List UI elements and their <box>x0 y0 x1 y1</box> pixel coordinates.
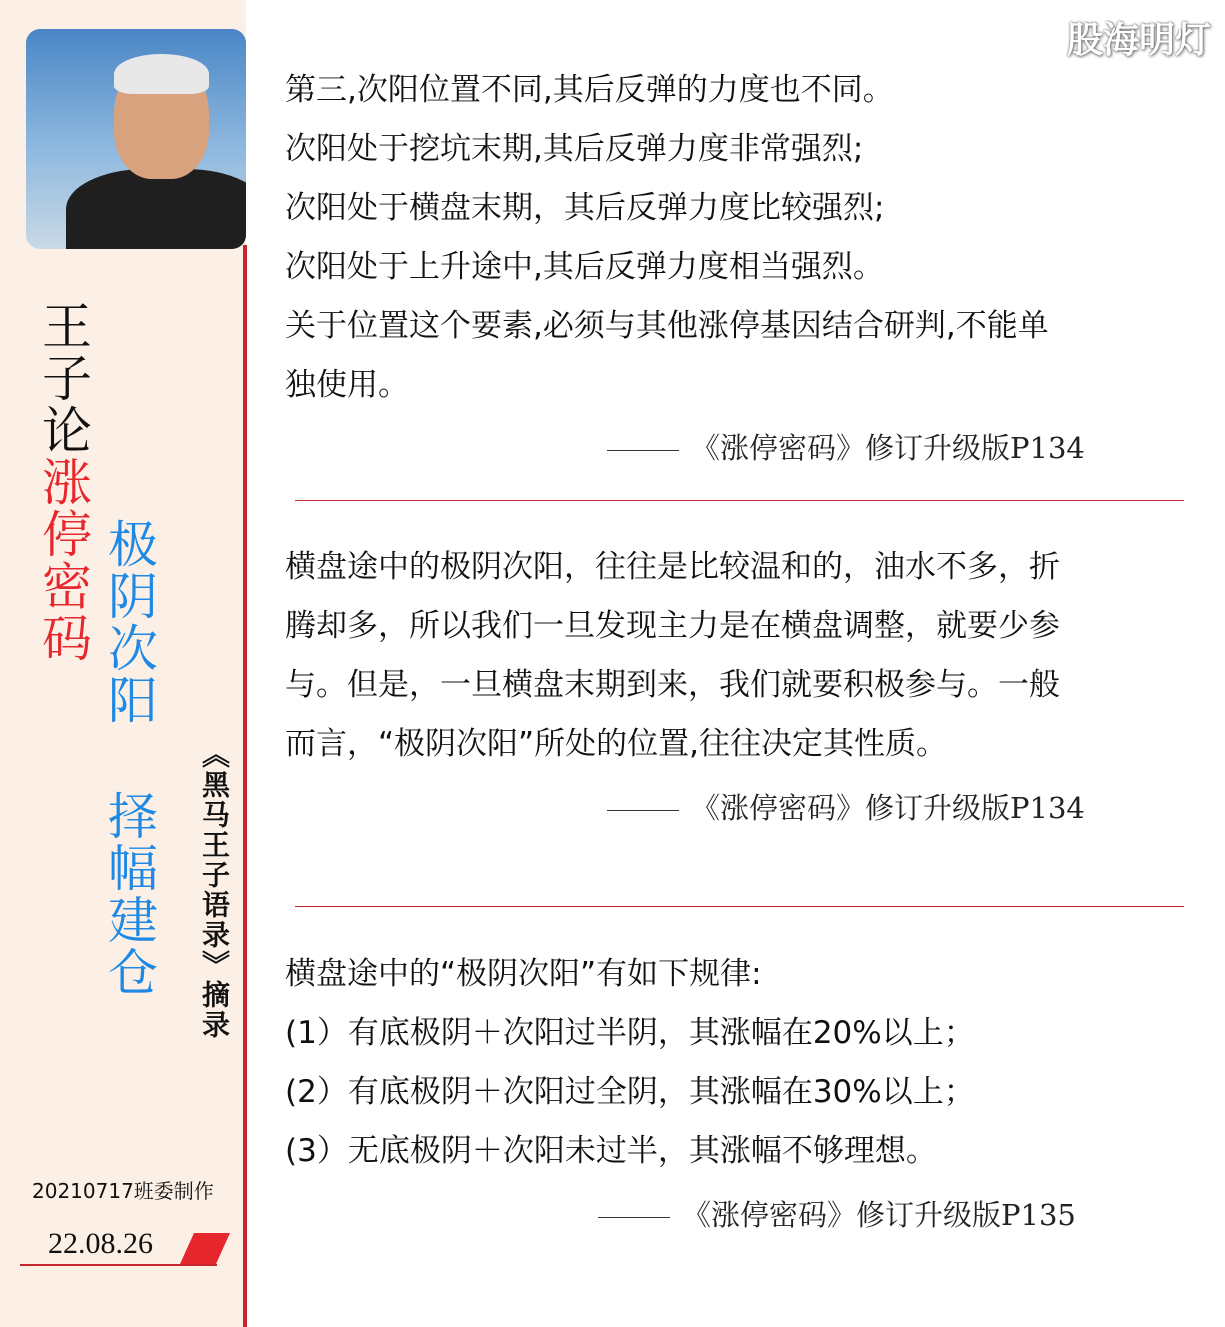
text-line: 而言，“极阴次阳”所处的位置,往往决定其性质。 <box>285 726 947 762</box>
title-black: 王子论 <box>34 300 92 456</box>
date-label: 22.08.26 <box>48 1227 153 1260</box>
text-line: (3）无底极阴＋次阳未过半，其涨幅不够理想。 <box>285 1133 937 1169</box>
section-2 <box>285 538 1185 774</box>
section-1 <box>285 61 1185 415</box>
citation-1 <box>607 426 1085 467</box>
citation-text: 《涨停密码》修订升级版P134 <box>691 431 1085 465</box>
author-photo <box>26 29 246 249</box>
text-line: 腾却多，所以我们一旦发现主力是在横盘调整，就要少参 <box>285 608 1060 644</box>
vertical-divider <box>243 245 247 1327</box>
section-3 <box>285 945 1185 1181</box>
sidebar <box>0 0 246 1327</box>
citation-2 <box>607 786 1085 827</box>
text-line: 横盘途中的“极阴次阳”有如下规律: <box>285 956 762 992</box>
text-line: (1）有底极阴＋次阳过半阴，其涨幅在20%以上； <box>285 1015 975 1051</box>
watermark-logo: 股海明灯 <box>1066 20 1211 61</box>
text-line: 第三,次阳位置不同,其后反弹的力度也不同。 <box>285 72 894 108</box>
section-divider <box>295 500 1184 501</box>
citation-text: 《涨停密码》修订升级版P135 <box>682 1198 1076 1232</box>
text-line: 独使用。 <box>285 367 409 403</box>
text-line: 次阳处于横盘末期，其后反弹力度比较强烈; <box>285 190 885 226</box>
source-label: 《黑马王子语录》摘录 <box>198 740 231 1040</box>
subtitle-1: 极阴次阳 <box>100 518 158 726</box>
title-red: 涨停密码 <box>34 456 92 664</box>
text-line: 次阳处于上升途中,其后反弹力度相当强烈。 <box>285 249 884 285</box>
red-parallelogram <box>180 1233 232 1265</box>
text-line: 关于位置这个要素,必须与其他涨停基因结合研判,不能单 <box>285 308 1049 344</box>
citation-text: 《涨停密码》修订升级版P134 <box>691 791 1085 825</box>
text-line: 横盘途中的极阴次阳，往往是比较温和的，油水不多，折 <box>285 549 1060 585</box>
date-underline <box>20 1264 217 1266</box>
section-divider <box>295 906 1184 907</box>
text-line: 与。但是，一旦横盘末期到来，我们就要积极参与。一般 <box>285 667 1060 703</box>
text-line: (2）有底极阴＋次阳过全阴，其涨幅在30%以上； <box>285 1074 975 1110</box>
maker-label: 20210717班委制作 <box>32 1179 214 1203</box>
subtitle-2: 择幅建仓 <box>100 790 158 998</box>
citation-3 <box>598 1193 1076 1234</box>
text-line: 次阳处于挖坑末期,其后反弹力度非常强烈; <box>285 131 864 167</box>
title <box>34 300 92 664</box>
